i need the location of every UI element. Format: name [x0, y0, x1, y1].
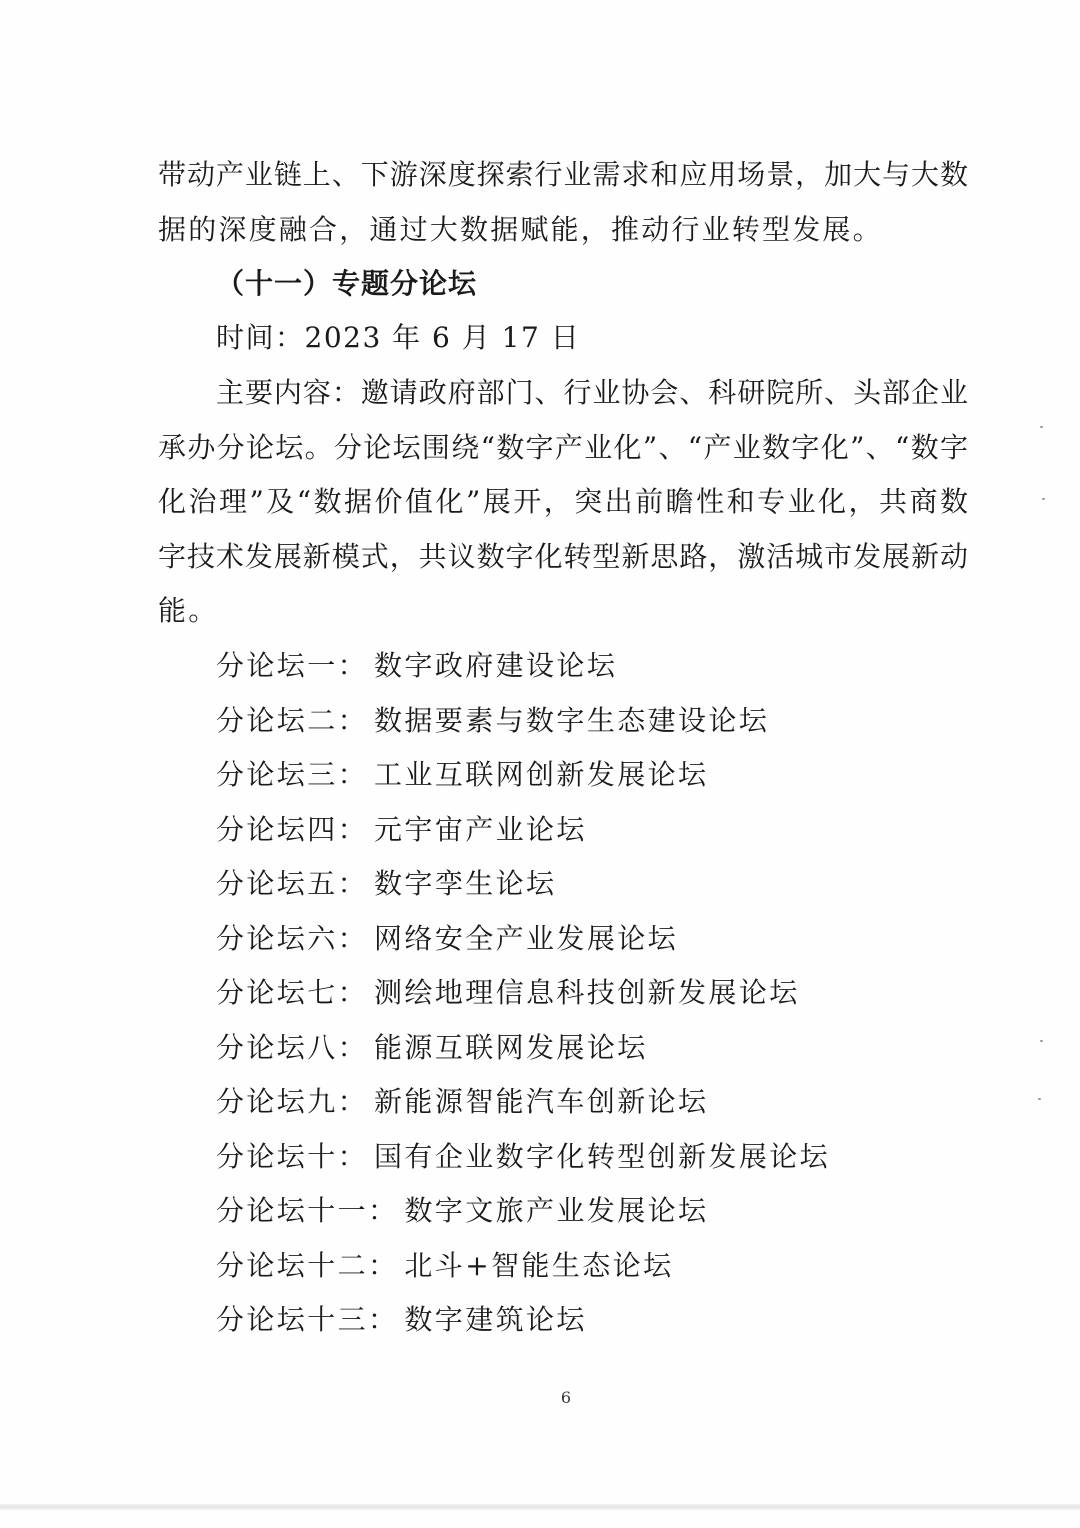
- forum-name: 元宇宙产业论坛: [374, 813, 587, 846]
- section-time: 时间：2023 年 6 月 17 日: [216, 321, 581, 354]
- forum-label: 分论坛六：: [216, 922, 369, 955]
- forum-label: 分论坛三：: [216, 758, 369, 791]
- forum-item: [216, 1082, 708, 1122]
- forum-name: 数字政府建设论坛: [374, 649, 618, 682]
- forum-item: [216, 1191, 708, 1231]
- scan-speck: [1040, 426, 1043, 428]
- section-heading: （十一）专题分论坛: [216, 267, 478, 300]
- forum-label: 分论坛七：: [216, 976, 369, 1009]
- forum-label: 分论坛十一：: [216, 1194, 399, 1227]
- forum-name: 新能源智能汽车创新论坛: [374, 1085, 709, 1118]
- forum-name: 国有企业数字化转型创新发展论坛: [374, 1140, 831, 1173]
- forum-name: 北斗+智能生态论坛: [404, 1249, 674, 1282]
- forum-item: [216, 864, 556, 904]
- forum-label: 分论坛一：: [216, 649, 369, 682]
- intro-line-1: 带动产业链上、下游深度探索行业需求和应用场景，加大与大数: [158, 158, 968, 191]
- forum-item: [216, 755, 708, 795]
- forum-name: 数字文旅产业发展论坛: [404, 1194, 709, 1227]
- forum-item: [216, 919, 678, 959]
- content-line-5: 能。: [158, 594, 219, 627]
- forum-item: [216, 646, 617, 686]
- forum-label: 分论坛十：: [216, 1140, 369, 1173]
- content-line-2: 承办分论坛。分论坛围绕“数字产业化”、“产业数字化”、“数字: [158, 431, 968, 464]
- forum-item: [216, 1137, 830, 1177]
- content-line-3: 化治理”及“数据价值化”展开，突出前瞻性和专业化，共商数: [158, 485, 968, 518]
- forum-item: [216, 1246, 673, 1286]
- forum-item: [216, 973, 800, 1013]
- content-line-4: 字技术发展新模式，共议数字化转型新思路，激活城市发展新动: [158, 540, 968, 573]
- forum-label: 分论坛五：: [216, 867, 369, 900]
- intro-line-2: 据的深度融合，通过大数据赋能，推动行业转型发展。: [158, 213, 883, 246]
- content-line-1: 主要内容：邀请政府部门、行业协会、科研院所、头部企业: [216, 376, 968, 409]
- page-number: 6: [560, 1388, 572, 1407]
- scan-speck: [1038, 1098, 1041, 1100]
- scan-speck: [1040, 1040, 1043, 1042]
- forum-item: [216, 701, 769, 741]
- scan-bottom-edge: [0, 1504, 1080, 1510]
- forum-name: 数字孪生论坛: [374, 867, 557, 900]
- scan-speck: [1042, 498, 1045, 500]
- forum-name: 能源互联网发展论坛: [374, 1031, 648, 1064]
- forum-item: [216, 1300, 587, 1340]
- forum-label: 分论坛十三：: [216, 1303, 399, 1336]
- forum-name: 测绘地理信息科技创新发展论坛: [374, 976, 800, 1009]
- forum-label: 分论坛十二：: [216, 1249, 399, 1282]
- forum-item: [216, 810, 587, 850]
- forum-label: 分论坛四：: [216, 813, 369, 846]
- forum-name: 数据要素与数字生态建设论坛: [374, 704, 770, 737]
- forum-name: 工业互联网创新发展论坛: [374, 758, 709, 791]
- forum-label: 分论坛二：: [216, 704, 369, 737]
- forum-name: 网络安全产业发展论坛: [374, 922, 679, 955]
- forum-label: 分论坛八：: [216, 1031, 369, 1064]
- forum-name: 数字建筑论坛: [404, 1303, 587, 1336]
- forum-label: 分论坛九：: [216, 1085, 369, 1118]
- forum-item: [216, 1028, 648, 1068]
